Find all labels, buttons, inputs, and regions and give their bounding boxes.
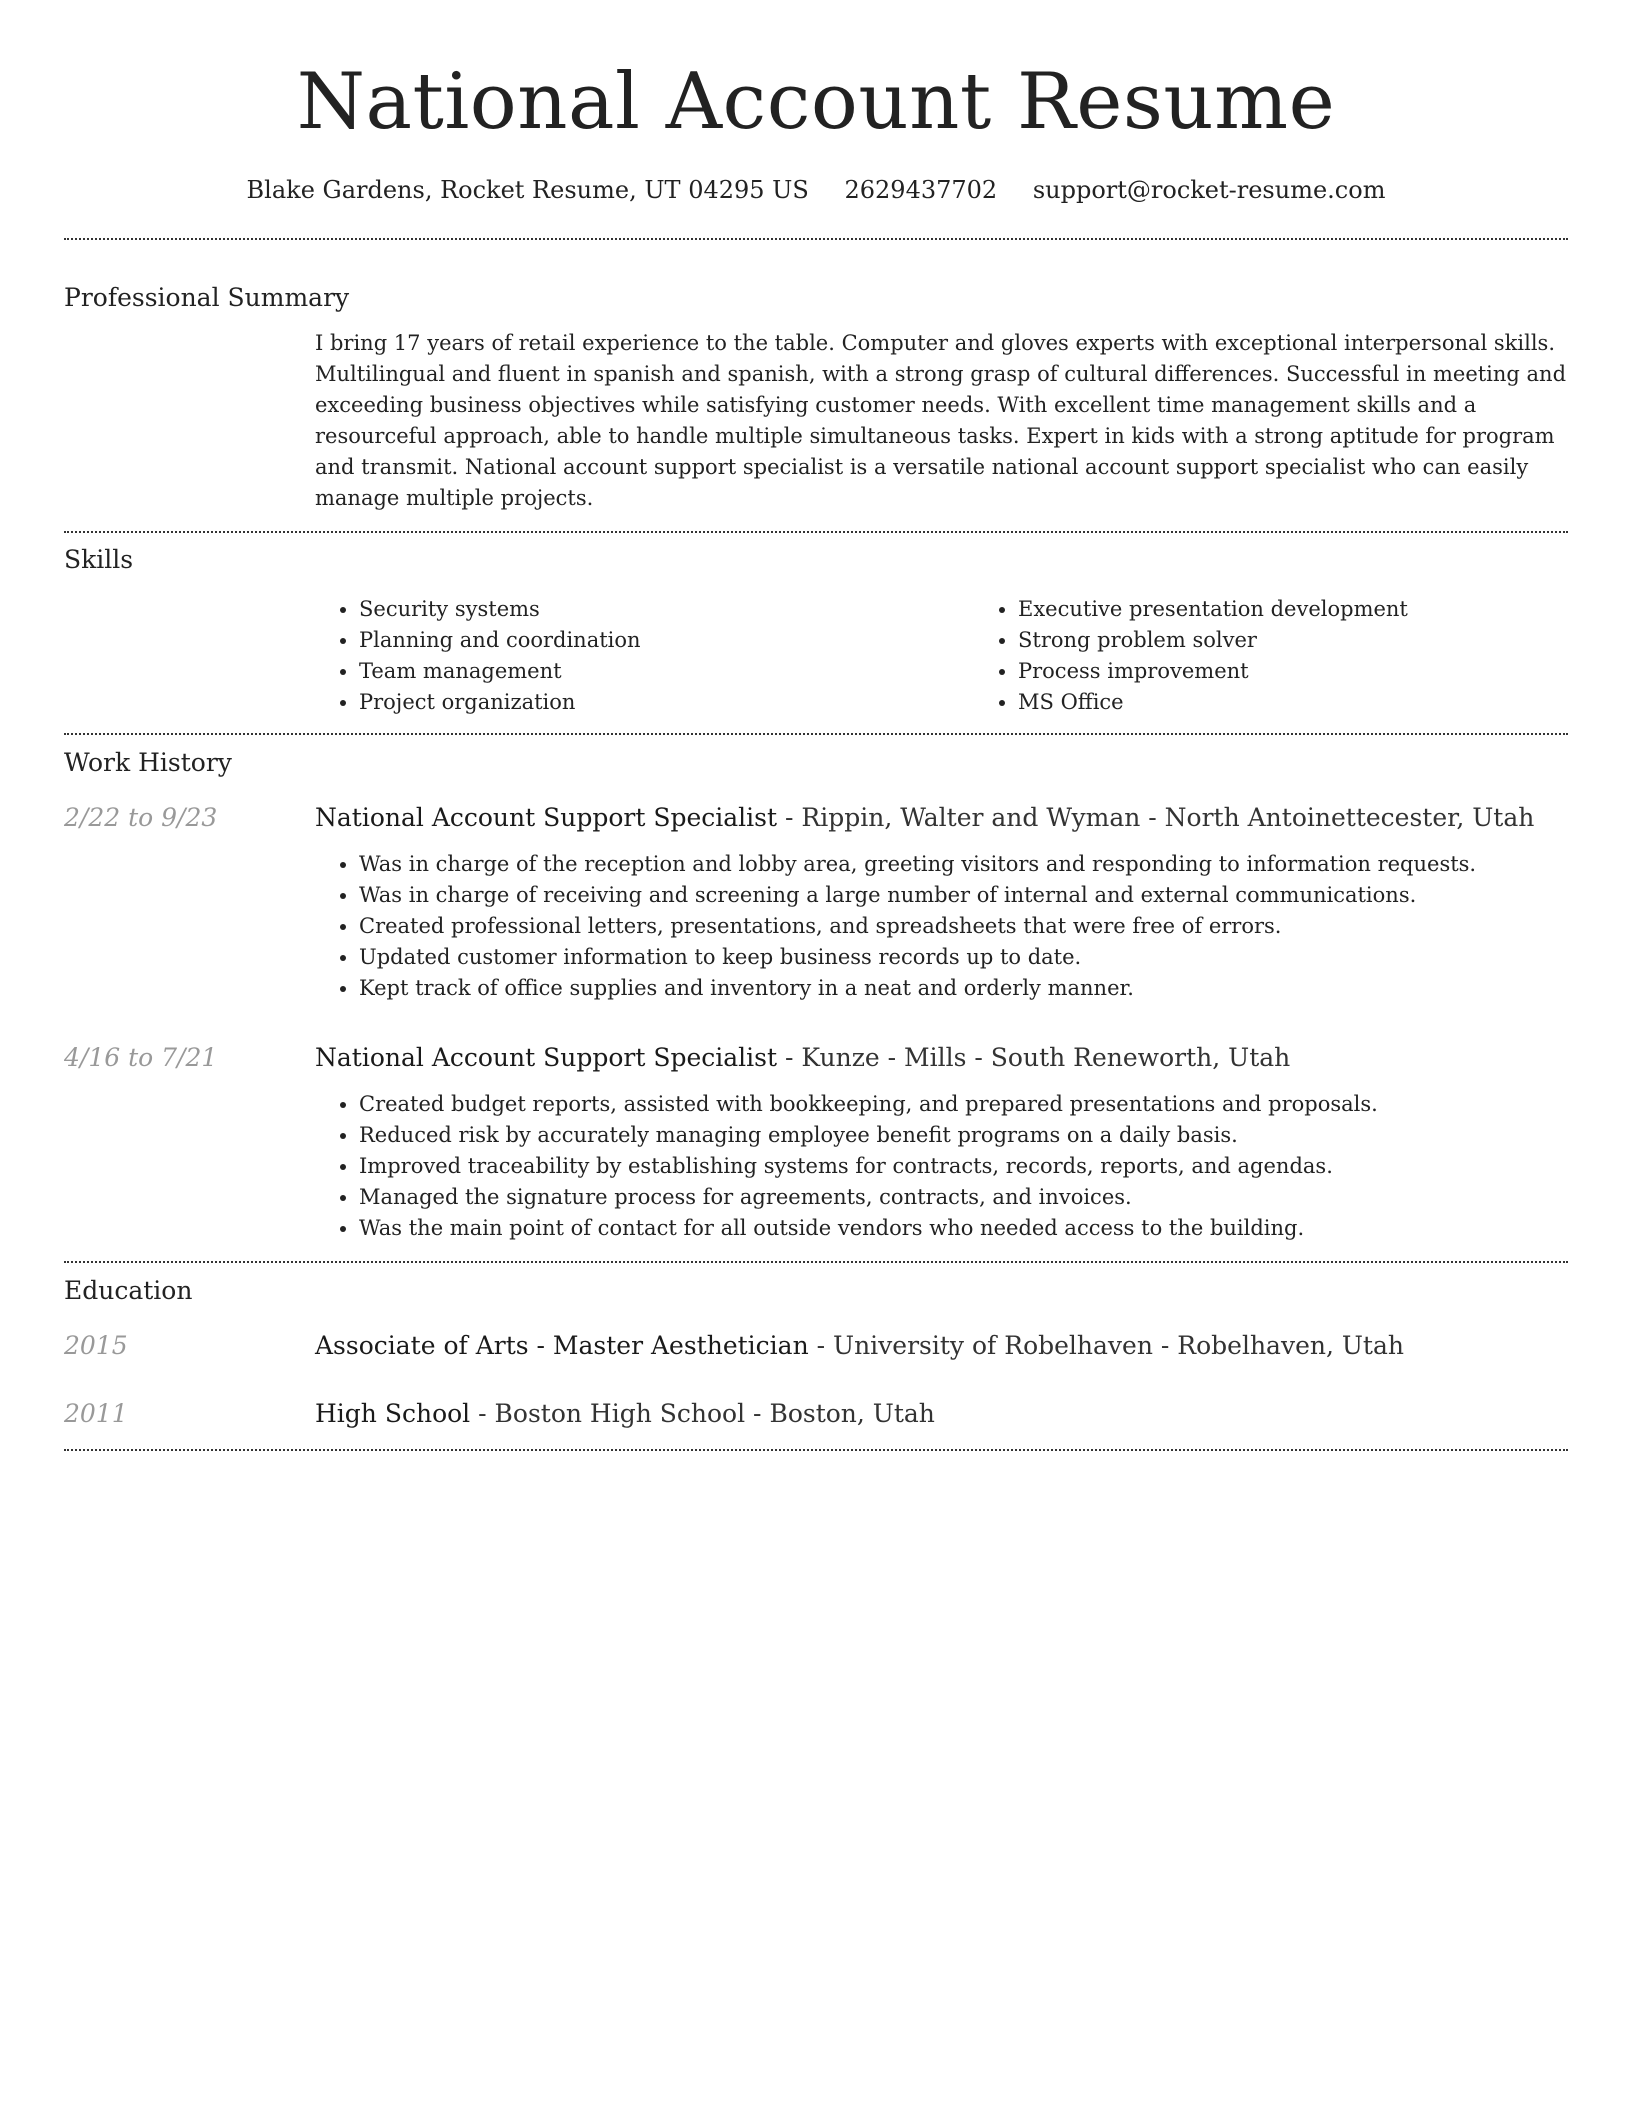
section-heading-education: Education bbox=[64, 1276, 193, 1305]
education-degree: Associate of Arts - Master Aesthetician bbox=[315, 1331, 809, 1360]
job-bullets bbox=[315, 849, 1568, 1004]
education-heading bbox=[315, 1397, 1568, 1431]
job-bullet: • Reduced risk by accurately managing employee benefit programs on a daily basis. bbox=[359, 1120, 1568, 1151]
skill-item: • Security systems bbox=[359, 594, 974, 625]
education-year: 2011 bbox=[64, 1399, 128, 1428]
divider bbox=[64, 238, 1568, 240]
skill-item: • Strong problem solver bbox=[1018, 625, 1632, 656]
job-bullet: • Was in charge of the reception and lobby area, greeting visitors and responding to information requests. bbox=[359, 849, 1568, 880]
skill-item: • Project organization bbox=[359, 687, 974, 718]
divider bbox=[64, 733, 1568, 735]
education-heading bbox=[315, 1329, 1568, 1363]
job-entry bbox=[64, 801, 1568, 1004]
section-heading-summary: Professional Summary bbox=[64, 283, 350, 312]
education-school-location: - University of Robelhaven - Robelhaven, Utah bbox=[808, 1331, 1404, 1360]
divider bbox=[64, 1261, 1568, 1263]
job-bullet: • Managed the signature process for agreements, contracts, and invoices. bbox=[359, 1182, 1568, 1213]
skill-item: • Team management bbox=[359, 656, 974, 687]
contact-phone: 2629437702 bbox=[844, 176, 998, 204]
contact-address: Blake Gardens, Rocket Resume, UT 04295 US bbox=[246, 176, 809, 204]
skills-column-1 bbox=[315, 594, 974, 718]
job-bullet: • Was the main point of contact for all outside vendors who needed access to the building. bbox=[359, 1213, 1568, 1244]
job-heading bbox=[315, 801, 1568, 835]
education-degree: High School bbox=[315, 1399, 471, 1428]
job-bullets bbox=[315, 1089, 1568, 1244]
skills-column-2 bbox=[974, 594, 1632, 718]
skill-item: • Planning and coordination bbox=[359, 625, 974, 656]
education-year: 2015 bbox=[64, 1331, 128, 1360]
skill-item: • Executive presentation development bbox=[1018, 594, 1632, 625]
job-dates: 2/22 to 9/23 bbox=[64, 803, 218, 832]
skill-item: • MS Office bbox=[1018, 687, 1632, 718]
section-heading-skills: Skills bbox=[64, 545, 134, 574]
resume-page bbox=[64, 0, 1568, 1451]
contact-line bbox=[64, 174, 1568, 206]
contact-email: support@rocket-resume.com bbox=[1032, 176, 1386, 204]
job-employer-location: - Kunze - Mills - South Reneworth, Utah bbox=[777, 1043, 1291, 1072]
job-title: National Account Support Specialist bbox=[315, 1043, 778, 1072]
job-bullet: • Updated customer information to keep business records up to date. bbox=[359, 942, 1568, 973]
job-bullet: • Created budget reports, assisted with bookkeeping, and prepared presentations and proposals. bbox=[359, 1089, 1568, 1120]
job-dates: 4/16 to 7/21 bbox=[64, 1043, 218, 1072]
job-title: National Account Support Specialist bbox=[315, 803, 778, 832]
job-bullet: • Improved traceability by establishing systems for contracts, records, reports, and agendas. bbox=[359, 1151, 1568, 1182]
job-employer-location: - Rippin, Walter and Wyman - North Antoinettecester, Utah bbox=[777, 803, 1535, 832]
job-bullet: • Kept track of office supplies and inventory in a neat and orderly manner. bbox=[359, 973, 1568, 1004]
section-heading-work: Work History bbox=[64, 748, 232, 777]
education-school-location: - Boston High School - Boston, Utah bbox=[470, 1399, 935, 1428]
skills-list bbox=[315, 594, 1632, 718]
skill-item: • Process improvement bbox=[1018, 656, 1632, 687]
job-bullet: • Was in charge of receiving and screening a large number of internal and external communications. bbox=[359, 880, 1568, 911]
job-heading bbox=[315, 1041, 1568, 1075]
resume-title: National Account Resume bbox=[296, 57, 1336, 147]
job-bullet: • Created professional letters, presentations, and spreadsheets that were free of errors. bbox=[359, 911, 1568, 942]
education-entry bbox=[64, 1397, 1568, 1431]
divider bbox=[64, 1449, 1568, 1451]
divider bbox=[64, 531, 1568, 533]
job-entry bbox=[64, 1041, 1568, 1244]
education-entry bbox=[64, 1329, 1568, 1363]
summary-text: I bring 17 years of retail experience to the table. Computer and gloves experts with exceptional interpersonal skills. Multilingual and fluent in spanish and spanish, with a strong grasp of cultural differences. Successful in meeting and exceeding business objectives while satisfying customer needs. With excellent time management skills and a resourceful approach, able to handle multiple simultaneous tasks. Expert in kids with a strong aptitude for program and transmit. National account support specialist is a versatile national account support specialist who can easily manage multiple projects. bbox=[315, 331, 1567, 510]
